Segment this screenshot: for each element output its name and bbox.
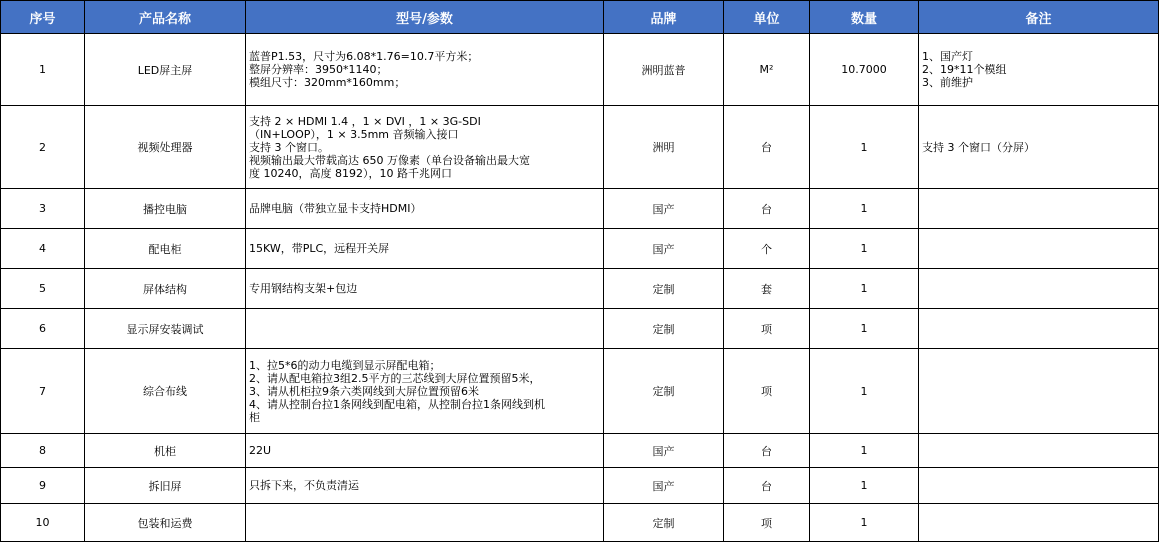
header-unit[interactable]: 单位 <box>724 1 810 34</box>
table-row <box>1 229 1159 269</box>
cell-remarks[interactable] <box>919 309 1159 349</box>
table-row <box>1 34 1159 106</box>
cell-product-name[interactable]: 播控电脑 <box>85 189 246 229</box>
cell-brand[interactable]: 国产 <box>604 434 724 468</box>
cell-remarks[interactable] <box>919 468 1159 504</box>
table-row <box>1 434 1159 468</box>
cell-model-params[interactable] <box>246 309 604 349</box>
header-quantity[interactable]: 数量 <box>810 1 919 34</box>
cell-index[interactable]: 4 <box>1 229 85 269</box>
cell-remarks[interactable]: 1、国产灯 2、19*11个模组 3、前维护 <box>919 34 1159 106</box>
cell-model-params[interactable]: 品牌电脑（带独立显卡支持HDMI） <box>246 189 604 229</box>
header-remarks[interactable]: 备注 <box>919 1 1159 34</box>
cell-product-name[interactable]: 视频处理器 <box>85 106 246 189</box>
cell-unit[interactable]: 台 <box>724 468 810 504</box>
cell-quantity[interactable]: 1 <box>810 189 919 229</box>
cell-unit[interactable]: M² <box>724 34 810 106</box>
cell-quantity[interactable]: 1 <box>810 504 919 542</box>
cell-product-name[interactable]: 配电柜 <box>85 229 246 269</box>
cell-index[interactable]: 2 <box>1 106 85 189</box>
cell-product-name[interactable]: 机柜 <box>85 434 246 468</box>
cell-quantity[interactable]: 1 <box>810 269 919 309</box>
cell-product-name[interactable]: 屏体结构 <box>85 269 246 309</box>
cell-brand[interactable]: 定制 <box>604 349 724 434</box>
cell-model-params[interactable]: 1、拉5*6的动力电缆到显示屏配电箱； 2、请从配电箱拉3组2.5平方的三芯线到大屏位置预留5米， 3、请从机柜拉9条六类网线到大屏位置预留6米 4、请从控制台拉1条网线到配电箱，从控制台拉1条网线到机 柜 <box>246 349 604 434</box>
cell-remarks[interactable] <box>919 189 1159 229</box>
cell-quantity[interactable]: 1 <box>810 229 919 269</box>
cell-product-name[interactable]: LED屏主屏 <box>85 34 246 106</box>
cell-brand[interactable]: 国产 <box>604 468 724 504</box>
cell-unit[interactable]: 套 <box>724 269 810 309</box>
cell-unit[interactable]: 台 <box>724 189 810 229</box>
cell-product-name[interactable]: 显示屏安装调试 <box>85 309 246 349</box>
cell-index[interactable]: 3 <box>1 189 85 229</box>
table-row <box>1 189 1159 229</box>
table-row <box>1 468 1159 504</box>
cell-model-params[interactable]: 22U <box>246 434 604 468</box>
cell-product-name[interactable]: 拆旧屏 <box>85 468 246 504</box>
cell-quantity[interactable]: 1 <box>810 434 919 468</box>
cell-model-params[interactable]: 支持 2 × HDMI 1.4 ，1 × DVI ，1 × 3G-SDI （IN+LOOP），1 × 3.5mm 音频输入接口 支持 3 个窗口。 视频输出最大带载高达 650 万像素（单台设备输出最大宽 度 10240，高度 8192），10 路千兆网口 <box>246 106 604 189</box>
cell-unit[interactable]: 台 <box>724 106 810 189</box>
cell-brand[interactable]: 洲明蓝普 <box>604 34 724 106</box>
cell-model-params[interactable]: 专用钢结构支架+包边 <box>246 269 604 309</box>
cell-index[interactable]: 9 <box>1 468 85 504</box>
table-row <box>1 269 1159 309</box>
cell-quantity[interactable]: 1 <box>810 309 919 349</box>
header-brand[interactable]: 品牌 <box>604 1 724 34</box>
cell-product-name[interactable]: 包装和运费 <box>85 504 246 542</box>
cell-brand[interactable]: 洲明 <box>604 106 724 189</box>
cell-index[interactable]: 6 <box>1 309 85 349</box>
cell-remarks[interactable] <box>919 229 1159 269</box>
cell-brand[interactable]: 定制 <box>604 309 724 349</box>
cell-model-params[interactable]: 蓝普P1.53，尺寸为6.08*1.76=10.7平方米； 整屏分辨率：3950*1140； 模组尺寸：320mm*160mm； <box>246 34 604 106</box>
cell-model-params[interactable]: 只拆下来，不负责清运 <box>246 468 604 504</box>
header-index[interactable]: 序号 <box>1 1 85 34</box>
cell-unit[interactable]: 项 <box>724 504 810 542</box>
cell-quantity[interactable]: 1 <box>810 468 919 504</box>
cell-index[interactable]: 5 <box>1 269 85 309</box>
header-row <box>1 1 1159 34</box>
header-model-params[interactable]: 型号/参数 <box>246 1 604 34</box>
cell-index[interactable]: 1 <box>1 34 85 106</box>
cell-unit[interactable]: 项 <box>724 309 810 349</box>
table-row <box>1 106 1159 189</box>
cell-brand[interactable]: 定制 <box>604 504 724 542</box>
cell-model-params[interactable] <box>246 504 604 542</box>
cell-unit[interactable]: 个 <box>724 229 810 269</box>
cell-index[interactable]: 7 <box>1 349 85 434</box>
cell-remarks[interactable] <box>919 349 1159 434</box>
cell-quantity[interactable]: 1 <box>810 349 919 434</box>
cell-brand[interactable]: 定制 <box>604 269 724 309</box>
table-row <box>1 309 1159 349</box>
cell-brand[interactable]: 国产 <box>604 189 724 229</box>
cell-brand[interactable]: 国产 <box>604 229 724 269</box>
cell-remarks[interactable] <box>919 269 1159 309</box>
cell-product-name[interactable]: 综合布线 <box>85 349 246 434</box>
cell-quantity[interactable]: 10.7000 <box>810 34 919 106</box>
cell-remarks[interactable] <box>919 434 1159 468</box>
cell-unit[interactable]: 项 <box>724 349 810 434</box>
table-row <box>1 504 1159 542</box>
cell-quantity[interactable]: 1 <box>810 106 919 189</box>
cell-unit[interactable]: 台 <box>724 434 810 468</box>
cell-index[interactable]: 10 <box>1 504 85 542</box>
cell-model-params[interactable]: 15KW，带PLC，远程开关屏 <box>246 229 604 269</box>
cell-remarks[interactable]: 支持 3 个窗口（分屏） <box>919 106 1159 189</box>
header-product-name[interactable]: 产品名称 <box>85 1 246 34</box>
cell-index[interactable]: 8 <box>1 434 85 468</box>
cell-remarks[interactable] <box>919 504 1159 542</box>
table-row <box>1 349 1159 434</box>
